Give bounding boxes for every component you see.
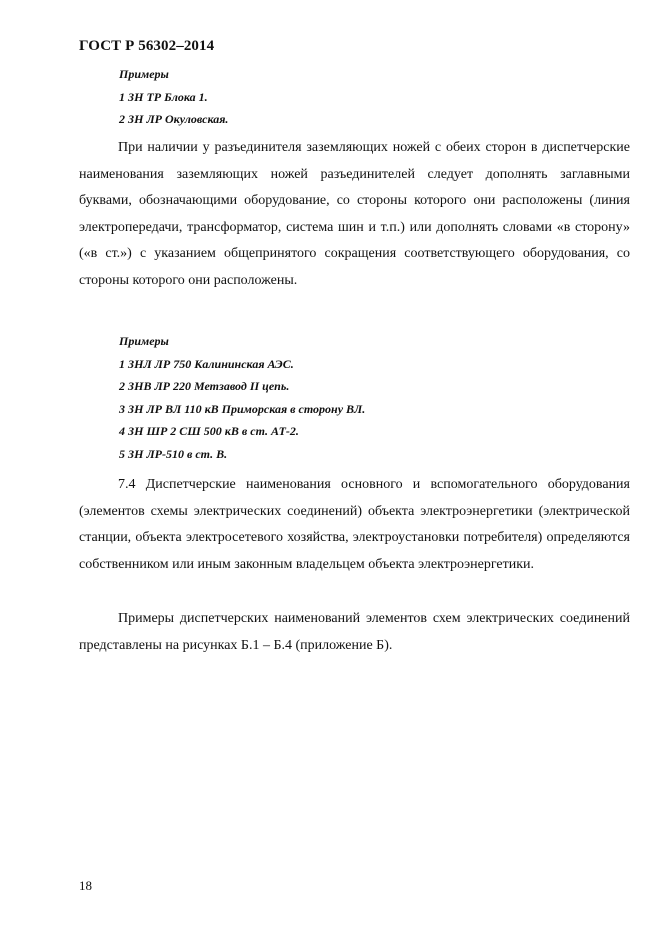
page-number: 18	[79, 878, 92, 893]
paragraph-examples-reference: Примеры диспетчерских наименований элементов схем электрических соединений представлены на рисунках Б.1 – Б.4 (приложение Б).	[79, 611, 630, 653]
example-item: 3 ЗН ЛР ВЛ 110 кВ Приморская в сторону ВЛ.	[119, 401, 366, 416]
standard-header: ГОСТ Р 56302–2014	[79, 38, 215, 54]
examples-block-2	[119, 330, 365, 465]
example-item: 5 ЗН ЛР-510 в ст. В.	[119, 446, 228, 461]
paragraph-grounding-knives: При наличии у разъединителя заземляющих ножей с обеих сторон в диспетчерские наименования заземляющих ножей разъединителей следует дополнять заглавными буквами, обозначающими оборудование, со стороны которого они расположены (линия электропередачи, трансформатор, система шин и т.п.) или дополнять словами «в сторону» («в ст.») с указанием общепринятого сокращения соответствующего оборудования, со стороны которого они расположены.	[79, 140, 630, 288]
examples-heading: Примеры	[119, 334, 169, 348]
examples-block-1	[119, 63, 228, 131]
paragraph-section-7-4: 7.4 Диспетчерские наименования основного и вспомогательного оборудования (элементов схемы электрических соединений) объекта электроэнергетики (электрической станции, объекта электросетевого хозяйства, электроустановки потребителя) определяются собственником или иным законным владельцем объекта электроэнергетики.	[79, 477, 630, 572]
examples-heading: Примеры	[119, 67, 169, 81]
example-item: 1 ЗНЛ ЛР 750 Калининская АЭС.	[119, 356, 294, 371]
example-item: 1 ЗН ТР Блока 1.	[119, 89, 208, 104]
example-item: 4 ЗН ШР 2 СШ 500 кВ в ст. АТ-2.	[119, 424, 299, 438]
example-item: 2 ЗН ЛР Окуловская.	[119, 112, 229, 126]
example-item: 2 ЗНВ ЛР 220 Метзавод II цепь.	[119, 379, 290, 393]
